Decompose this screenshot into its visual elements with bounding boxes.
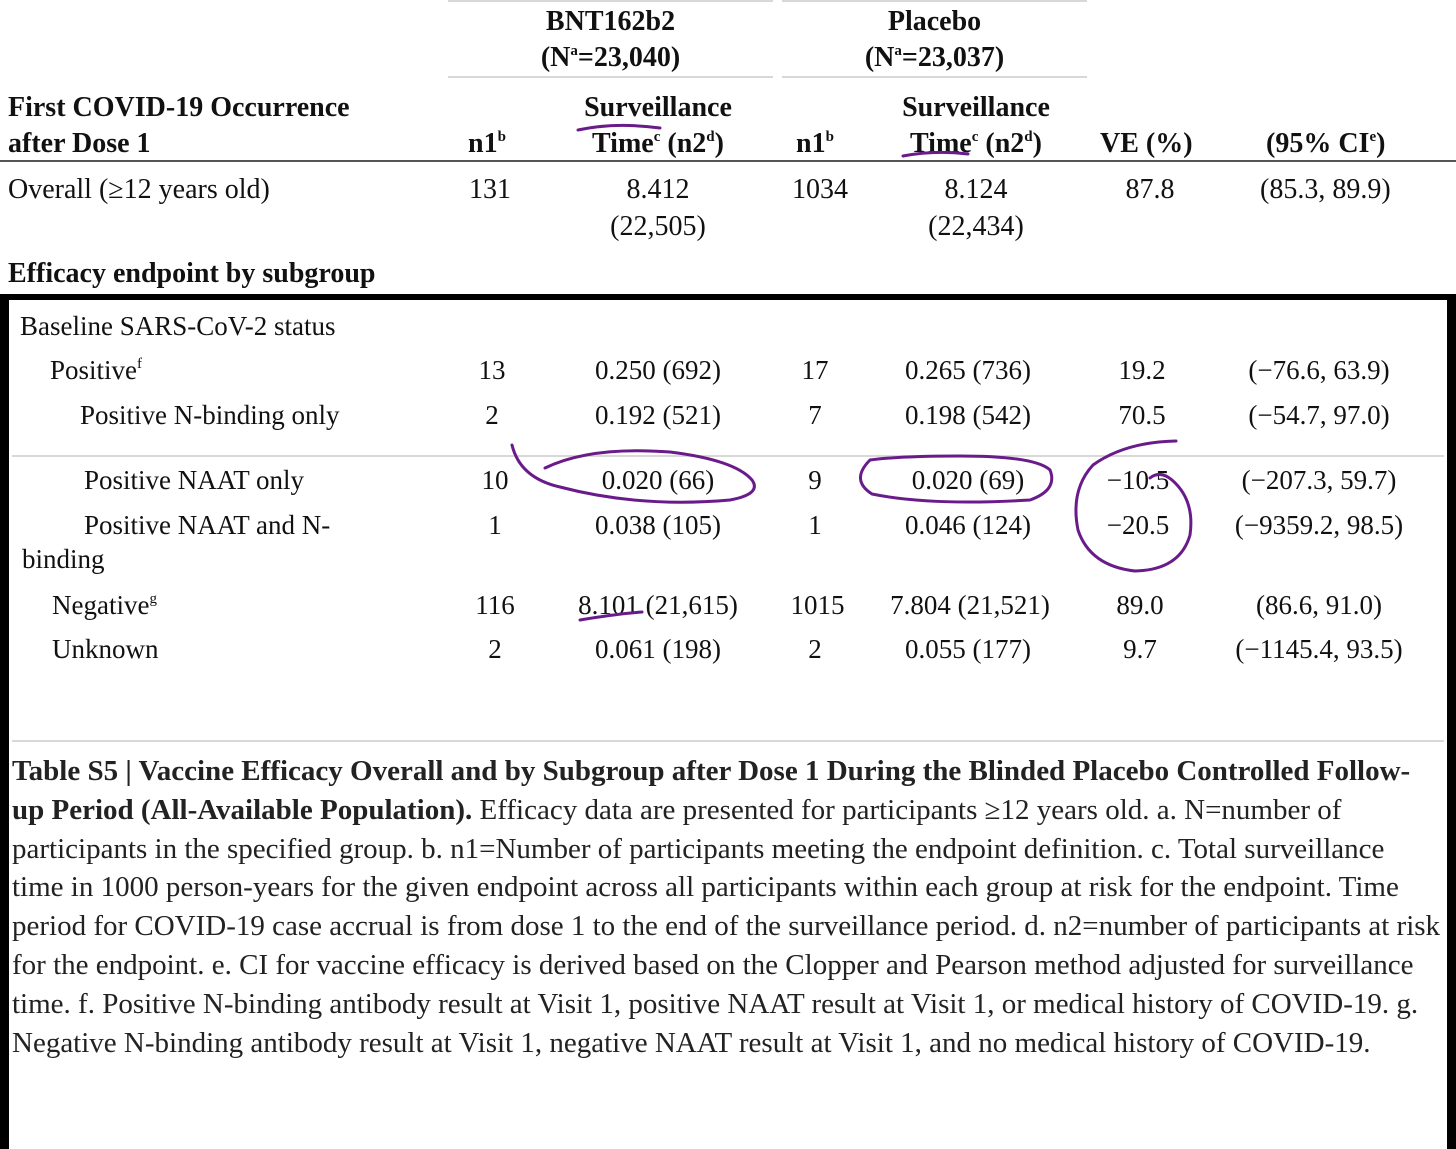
overall-ci: (85.3, 89.9) [1260, 174, 1391, 205]
row-nbinding-ve: 70.5 [1118, 400, 1166, 430]
row-nbinding-bnt-surv: 0.192 (521) [595, 400, 721, 430]
placebo-surveillance-header-line1: Surveillance [902, 92, 1050, 123]
row-label-positive-naat-only: Positive NAAT only [84, 465, 305, 495]
placebo-group-n: $(N^a=23,037)$ [864, 42, 1005, 73]
row-naat-ci: (−207.3, 59.7) [1241, 465, 1397, 495]
ve-header: VE (%) [1100, 128, 1193, 159]
row-unknown-placebo-surv: 0.055 (177) [905, 634, 1031, 664]
rule-placebo-top [782, 0, 1087, 2]
row-unknown-ci: (−1145.4, 93.5) [1235, 634, 1403, 664]
row-negative-placebo-surv: 7.804 (21,521) [890, 590, 1050, 620]
overall-bnt-time: 8.412 [626, 174, 690, 205]
caption-title: Table S5 | Vaccine Efficacy Overall and by Subgroup after Dose 1 During the Blinded Placebo Controlled Follow-up Period (All-Available Population). [12, 755, 1411, 826]
row-header-line1: First COVID-19 Occurrence [8, 92, 350, 123]
bnt-surveillance-header-line1: Surveillance [584, 92, 732, 123]
row-label-positive-n-binding-only: Positive N-binding only [80, 400, 340, 430]
caption-divider [12, 740, 1444, 742]
rule-bnt-top [448, 0, 773, 2]
row-label-negative: Negative$^g$ [52, 590, 157, 620]
row-naat-placebo-n1: 9 [808, 465, 822, 495]
table-caption [12, 752, 1442, 1062]
overall-bnt-n2: (22,505) [610, 211, 706, 242]
row-nbinding-ci: (−54.7, 97.0) [1248, 400, 1390, 430]
frame-right-border [1447, 297, 1456, 1149]
row-nbinding-placebo-surv: 0.198 (542) [905, 400, 1031, 430]
row-negative-bnt-n1: 116 [475, 590, 515, 620]
bnt-group-name: BNT162b2 [545, 6, 676, 37]
row-label-positive-naat-and-n-binding-cont: binding [22, 544, 105, 574]
row-unknown-ve: 9.7 [1123, 634, 1157, 664]
row-nbinding-bnt-n1: 2 [485, 400, 499, 430]
row-positive-placebo-n1: 17 [801, 355, 829, 385]
placebo-surveillance-header-line2: Time$^c$ (n2$^d$) [910, 128, 1042, 159]
bnt-group-n: $(N^a=23,040)$ [540, 42, 681, 73]
section-divider [12, 455, 1444, 457]
frame-top-border [0, 294, 1456, 300]
row-positive-ci: (−76.6, 63.9) [1248, 355, 1390, 385]
overall-label: Overall (≥12 years old) [8, 174, 270, 205]
row-label-positive-naat-and-n-binding: Positive NAAT and N- [84, 510, 331, 540]
row-naat-nbinding-placebo-n1: 1 [808, 510, 822, 540]
row-negative-bnt-surv: 8.101 (21,615) [578, 590, 738, 620]
baseline-status-label: Baseline SARS-CoV-2 status [20, 311, 336, 341]
row-naat-nbinding-bnt-n1: 1 [488, 510, 502, 540]
row-header-line2: after Dose 1 [8, 128, 151, 159]
caption-body: Efficacy data are presented for participants ≥12 years old. a. N=number of participants in the specified group. b. n1=Number of participants meeting the endpoint definition. c. Total surveillance time in 1000 person-years for the given endpoint across all participants within each group at risk for the endpoint. Time period for COVID-19 case accrual is from dose 1 to the end of the surveillance period. d. n2=number of participants at risk for the endpoint. e. CI for vaccine efficacy is derived based on the Clopper and Pearson method adjusted for surveillance time. f. Positive N-binding antibody result at Visit 1, positive NAAT result at Visit 1, or medical history of COVID-19. g. Negative N-binding antibody result at Visit 1, negative NAAT result at Visit 1, and no medical history of COVID-19. [12, 793, 1441, 1059]
row-naat-nbinding-bnt-surv: 0.038 (105) [595, 510, 721, 540]
row-negative-ve: 89.0 [1116, 590, 1164, 620]
row-positive-ve: 19.2 [1118, 355, 1166, 385]
ci-header: (95% CIe) [1266, 128, 1386, 159]
rule-bnt-group [448, 76, 773, 78]
overall-placebo-time: 8.124 [944, 174, 1008, 205]
row-naat-ve: −10.5 [1106, 465, 1170, 495]
row-unknown-bnt-surv: 0.061 (198) [595, 634, 721, 664]
row-positive-bnt-surv: 0.250 (692) [595, 355, 721, 385]
row-positive-bnt-n1: 13 [478, 355, 506, 385]
circle-ve-negative [1076, 441, 1191, 571]
header-rule [0, 160, 1456, 162]
bnt-surveillance-header-line2: Time$^c$ (n2$^d$) [592, 128, 724, 159]
placebo-group-name: Placebo [887, 6, 982, 37]
bnt-n1-header: n1$^b$ [468, 128, 506, 159]
placebo-n1-header: n1$^b$ [796, 128, 834, 159]
row-unknown-bnt-n1: 2 [488, 634, 502, 664]
overall-ve: 87.8 [1125, 174, 1175, 205]
overall-placebo-n2: (22,434) [928, 211, 1024, 242]
row-naat-placebo-surv: 0.020 (69) [911, 465, 1025, 495]
row-naat-nbinding-ve: −20.5 [1106, 510, 1170, 540]
row-label-unknown: Unknown [52, 634, 159, 664]
frame-left-border [0, 297, 9, 1149]
rule-placebo-group [782, 76, 1087, 78]
row-nbinding-placebo-n1: 7 [808, 400, 822, 430]
row-naat-nbinding-ci: (−9359.2, 98.5) [1234, 510, 1404, 540]
subgroup-heading: Efficacy endpoint by subgroup [8, 258, 376, 289]
row-negative-ci: (86.6, 91.0) [1256, 590, 1382, 620]
row-positive-placebo-surv: 0.265 (736) [905, 355, 1031, 385]
overall-placebo-n1: 1034 [792, 174, 848, 205]
overall-bnt-n1: 131 [469, 174, 511, 205]
row-negative-placebo-n1: 1015 [790, 590, 845, 620]
row-naat-nbinding-placebo-surv: 0.046 (124) [905, 510, 1031, 540]
row-unknown-placebo-n1: 2 [808, 634, 822, 664]
row-label-positive: Positive$^f$ [50, 355, 143, 385]
row-naat-bnt-n1: 10 [481, 465, 509, 495]
row-naat-bnt-surv: 0.020 (66) [601, 465, 715, 495]
